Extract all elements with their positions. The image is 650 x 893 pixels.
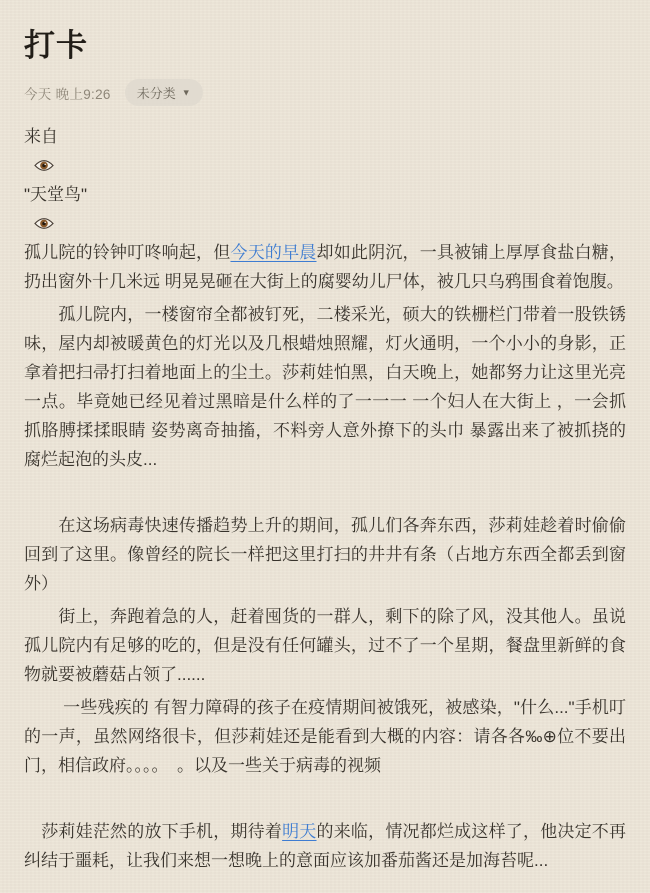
eye-icon	[34, 216, 54, 231]
paragraph: 孤儿院内，一楼窗帘全都被钉死，二楼采光，硕大的铁栅栏门带着一股铁锈味，屋内却被暖黄色的灯光以及几根蜡烛照耀，灯火通明，一个小小的身影，正拿着把扫帚打扫着地面上的尘土。莎莉娃怕黑，白天晚上，她都努力让这里光亮一点。毕竟她已经见着过黑暗是什么样的了一一一 一个妇人在大街上 ，一会抓抓胳膊揉揉眼睛 姿势离奇抽搐，不料旁人意外撩下的头巾 暴露出来了被抓挠的腐烂起泡的头皮...	[24, 305, 626, 469]
category-label: 未分类	[136, 86, 176, 101]
note-body-editor[interactable]	[24, 122, 626, 875]
paragraph: 街上，奔跑着急的人，赶着囤货的一群人，剩下的除了风，没其他人。虽说孤儿院内有足够的吃的，但是没有任何罐头，过不了一个星期，餐盘里新鲜的食物就要被蘑菇占领了......	[24, 607, 626, 684]
eye-icon	[34, 158, 54, 173]
chevron-down-icon: ▼	[181, 87, 191, 98]
paragraph: 来自 "天堂鸟" 孤儿院的铃钟叮咚响起，但今天的早晨却如此阴沉，一具被铺上厚厚食盐白糖，扔出窗外十几米远 明晃晃砸在大街上的腐婴幼儿尸体，被几只乌鸦围食着饱腹。	[24, 127, 627, 291]
blank-line	[24, 478, 626, 507]
note-timestamp: 今天 晚上9:26	[24, 86, 111, 102]
note-meta-row	[24, 79, 626, 106]
paragraph: 在这场病毒快速传播趋势上升的期间，孤儿们各奔东西，莎莉娃趁着时偷偷回到了这里。像曾经的院长一样把这里打扫的井井有条（占地方东西全都丢到窗外）	[24, 516, 626, 593]
paragraph: 莎莉娃茫然的放下手机，期待着明天的来临，情况都烂成这样了，他决定不再纠结于噩耗，让我们来想一想晚上的意面应该加番茄酱还是加海苔呢...	[24, 822, 627, 870]
inline-link[interactable]: 今天的早晨	[230, 243, 317, 262]
paragraph: 一些残疾的 有智力障碍的孩子在疫情期间被饿死，被感染，"什么..."手机叮的一声，虽然网络很卡，但莎莉娃还是能看到大概的内容：请各各‰⊕位不要出门，相信政府。。。。 。以及一些关于病毒的视频	[24, 698, 626, 775]
note-title: 打卡	[24, 28, 88, 63]
category-selector[interactable]	[125, 79, 203, 106]
blank-line	[24, 784, 626, 813]
inline-link[interactable]: 明天	[282, 822, 317, 841]
